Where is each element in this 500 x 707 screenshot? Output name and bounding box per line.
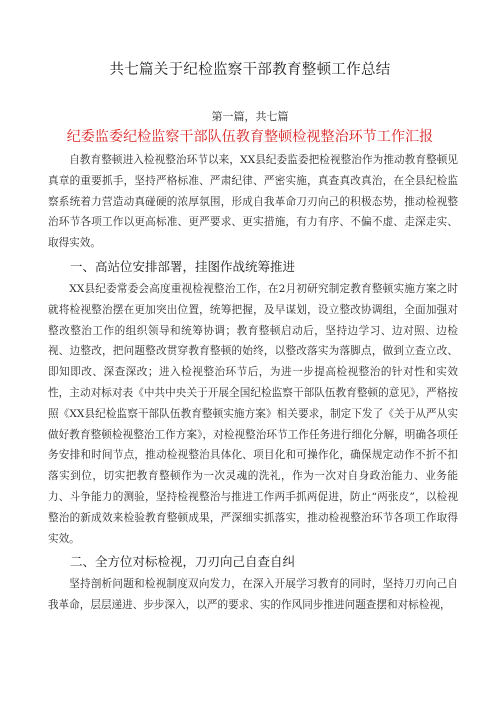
section-heading: 一、高站位安排部署，挂图作战统筹推进 (70, 258, 296, 274)
section-paragraph: 坚持剖析问题和检视制度双向发力，在深入开展学习教育的同时，坚持刀刃向己自我革命，层层递进、步步深入，以严的要求、实的作风同步推进问题查摆和对标检视， (48, 578, 458, 612)
section-heading: 二、全方位对标检视，刀刃向己自查自纠 (70, 554, 296, 570)
section-paragraph: XX县纪委常委会高度重视检视整治工作，在2月初研究制定教育整顿实施方案之时就将检视整治摆在更加突出位置，统筹把握，及早谋划，设立整改协调组，全面加强对整改整治工作的组织领导和统筹协调；教育整顿启动后，坚持边学习、边对照、边检视、边整改，把问题整改贯穿教育整顿的始终，以整改落实为落脚点，做到立查立改、即知即改、深查深改；进入检视整治环节后，为进一步提高检视整治的针对性和实效性，主动对标对表《中共中央关于开展全国纪检监察干部队伍教育整顿的意见》，严格按照《XX县纪检监察干部队伍教育整顿实施方案》相关要求，制定下发了《关于从严从实做好教育整顿检视整治工作方案》，对检视整治环节工作任务进行细化分解，明确各项任务安排和时间节点，推动检视整治具体化、项目化和可操作化，确保规定动作不折不扣落实到位，切实把教育整顿作为一次灵魂的洗礼，作为一次对自身政治能力、业务能力、斗争能力的测验，坚持检视整治与推进工作两手抓两促进，防止“两张皮”，以检视整治的新成效来检验教育整顿成果，严深细实抓落实，推动检视整治环节各项工作取得实效。 (48, 282, 458, 545)
part-label: 第一篇，共七篇 (211, 110, 289, 123)
part-heading: 纪委监委纪检监察干部队伍教育整顿检视整治环节工作汇报 (66, 129, 434, 145)
intro-paragraph: 自教育整顿进入检视整治环节以来，XX县纪委监委把检视整治作为推动教育整顿见真章的重要抓手，坚持严格标准、严肃纪律、严密实施，真查真改真治，在全县纪检监察系统着力营造动真碰硬的浓厚氛围，形成自我革命刀刃向己的积极态势，推动检视整治环节各项工作以更高标准、更严要求、更实措施，有力有序、不偏不虚、走深走实、取得实效。 (48, 154, 458, 250)
document-body (48, 150, 458, 616)
document-title: 共七篇关于纪检监察干部教育整顿工作总结 (109, 62, 391, 78)
